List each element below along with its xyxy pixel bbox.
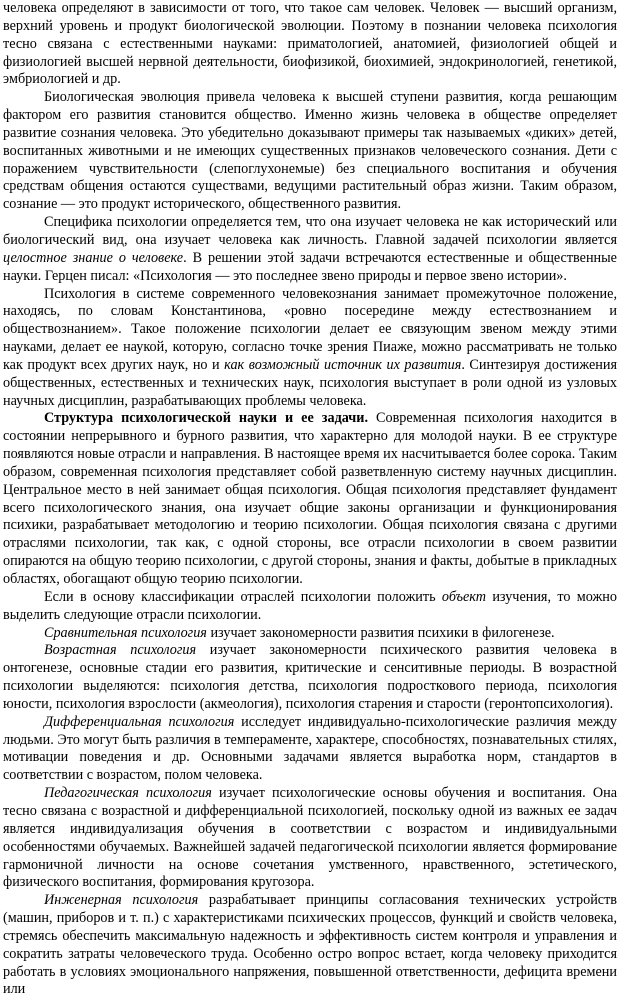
paragraph-2-text: Биологическая эволюция привела человека к высшей ступени развития, когда решающим фактором его развития становится общество. Именно жизнь человека в обществе определяет развитие сознания человека. Это убедительно доказывают примеры так называемых «диких» детей, воспитанных животными и не имеющих существенных признаков человеческого сознания. Дети с поражением чувствительности (слепоглухонемые) без специального воспитания и обучения средствам общения остаются существами, ведущими растительный образ жизни. Таким образом, сознание — это продукт исторического, общественного развития. [3,89,617,213]
paragraph-1-text: человека определяют в зависимости от того, что такое сам человек. Человек — высший организм, верхний уровень и продукт биологической эволюции. Поэтому в познании человека психология тесно связана с естественными науками: приматологией, анатомией, физиологией общей и физиологией высшей нервной деятельности, биофизикой, биохимией, эндокринологией, генетикой, эмбриологией и др. [3,0,617,88]
term-comparative-psychology: Сравнительная психология [44,624,207,641]
paragraph-pedagogical-text: изучает психологические основы обучения и воспитания. Она тесно связана с возрастной и дифференциальной психологией, поскольку одной из важных ее задач является индивидуализация обучения в соответствии с возрастом и индивидуальными особенностями обучаемых. Важнейшей задачей педагогической психологии является формирование гармоничной личности на основе сочетания умственного, нравственного, эстетического, физического воспитания, формирования кругозора. [3,785,617,891]
paragraph-engineering [3,892,617,999]
paragraph-3-text-a: Специфика психологии определяется тем, что она изучает человека не как исторический или биологический вид, она изучает человека как личность. Главной задачей психологии является [3,214,617,248]
term-differential-psychology: Дифференциальная психология [44,713,235,730]
paragraph-5-text: Современная психология находится в состоянии непрерывного и бурного развития, что характерно для молодой науки. В ее структуре появляются новые отрасли и направления. В настоящее время их насчитывается более сорока. Таким образом, современная психология представляет собой разветвленную систему научных дисциплин. Центральное место в ней занимает общая психология. Общая психология представляет фундамент всего психологического знания, она изучает общие законы организации и функционирования психики, разрабатывает методологию и теорию психологии. Общая психология связана с другими отраслями психологии, так как, с одной стороны, все отрасли психологии в своем развитии опираются на общую теорию психологии, с другой стороны, знания и факты, добытые в прикладных областях, обогащают общую теорию психологии. [3,410,617,587]
term-engineering-psychology: Инженерная психология [44,892,199,909]
paragraph-6-italic-term: объект [441,588,486,605]
paragraph-5 [3,410,617,588]
paragraph-differential-text: исследует индивидуально-психологические различия между людьми. Это могут быть различия в темпераменте, характере, способностях, познавательных стилях, мотивации поведения и др. Основными задачами является выработка норм, стандартов в соответствии с возрастом, полом человека. [3,713,617,784]
paragraph-3 [3,214,617,285]
section-heading: Структура психологической науки и ее задачи. [44,410,369,427]
paragraph-6 [3,589,617,625]
paragraph-engineering-text: разрабатывает принципы согласования технических устройств (машин, приборов и т. п.) с характеристиками психических процессов, функций и свойств человека, стремясь обеспечить максимальную надежность и эффективность систем контроля и управления и сократить затраты человеческого труда. Особенно остро вопрос встает, когда человеку приходится работать в условиях эмоционального напряжения, повышенной ответственности, дефицита времени или [3,892,618,998]
paragraph-4-text-a: Психология в системе современного человекознания занимает промежуточное положение, находясь, по словам Константинова, «ровно посередине между естествознанием и обществознанием». Такое положение психологии делает ее связующим звеном между этими науками, делает ее наукой, которую, согласно точке зрения Пиаже, можно рассматривать не только как продукт всех других наук, но и [3,285,617,373]
term-age-psychology: Возрастная психология [44,642,197,659]
paragraph-pedagogical [3,785,617,892]
paragraph-4-italic-term: как возможный источник их развития [224,356,462,373]
paragraph-comparative [3,625,617,643]
paragraph-4 [3,286,617,411]
paragraph-age-text: изучает закономерности психического развития человека в онтогенезе, основные стадии его развития, критические и сенситивные периоды. В возрастной психологии выделяются: психология детства, психология подросткового периода, психология юности, психология взрослости (акмеология), психология старения и старости (геронтопсихология). [3,642,617,712]
paragraph-differential [3,714,617,785]
paragraph-comparative-text: изучает закономерности развития психики в филогенезе. [206,624,555,641]
paragraph-6-text-b: изучения, то можно выделить следующие отрасли психологии. [3,588,617,623]
paragraph-age [3,642,617,713]
paragraph-4-text-b: . Синтезируя достижения общественных, естественных и технических наук, психология выступает в роли одной из узловых научных дисциплин, разрабатывающих проблемы человека. [3,356,617,409]
paragraph-1 [3,0,617,89]
paragraph-6-text-a: Если в основу классификации отраслей психологии положить [44,588,442,605]
paragraph-3-text-b: . В решении этой задачи встречаются естественные и общественные науки. Герцен писал: «Психология — это последнее звено природы и первое звено истории». [3,249,617,284]
paragraph-3-italic-term: целостное знание о человеке [3,249,184,266]
paragraph-2 [3,89,617,214]
term-pedagogical-psychology: Педагогическая психология [44,785,212,802]
